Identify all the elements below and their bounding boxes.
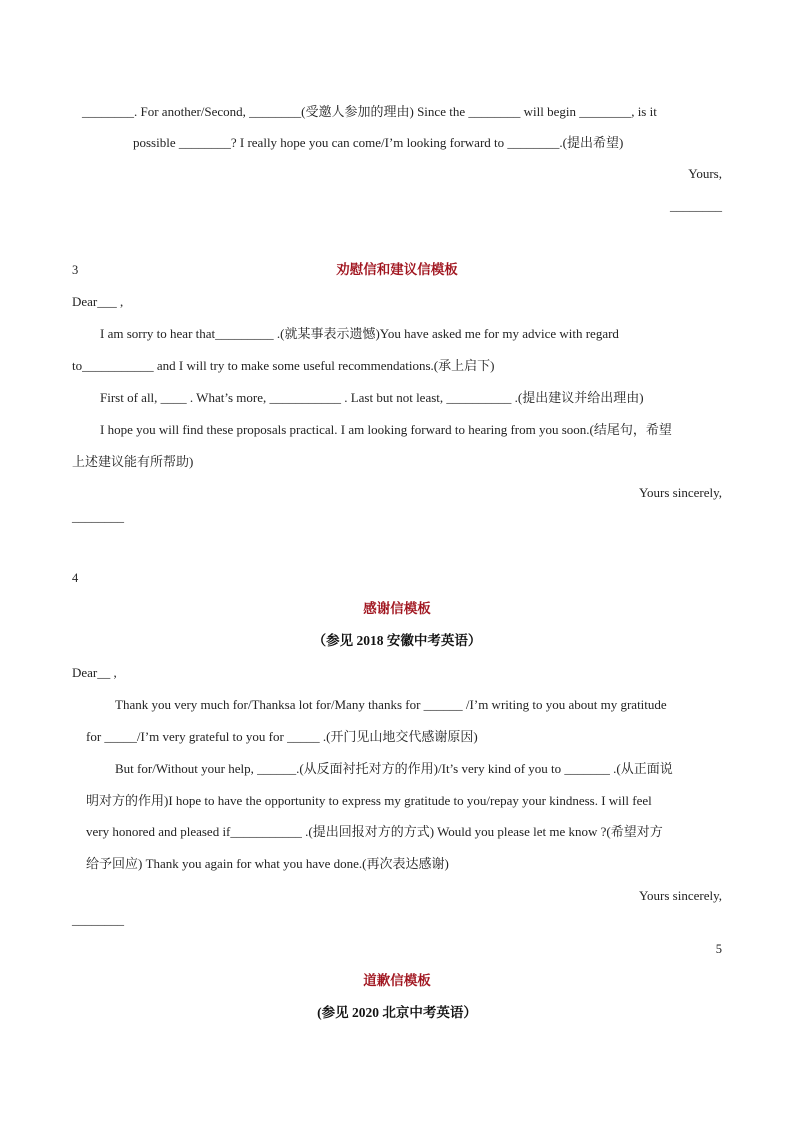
s4-number: 4 [72, 571, 79, 585]
s4-p2-line1: But for/Without your help, ______.(从反面衬托对方的作用)/It’s very kind of you to _______ .(从正面说 [115, 761, 673, 776]
s4-closing: Yours sincerely, [638, 888, 722, 903]
s3-p2: First of all, ____ . What’s more, ___________ . Last but not least, __________ .(提出建议并给出理由) [100, 390, 644, 405]
s3-greeting: Dear___ , [72, 294, 124, 309]
s4-signature: ________ [72, 912, 124, 927]
s4-p2-line3: very honored and pleased if___________ .(提出回报对方的方式) Would you please let me know ?(希望对方 [86, 824, 663, 839]
s3-p3-line2: 上述建议能有所帮助) [72, 454, 194, 469]
s2-closing: Yours, [688, 166, 722, 181]
s3-title: 劝慰信和建议信模板 [336, 262, 458, 277]
s3-closing: Yours sincerely, [638, 485, 722, 500]
s2-signature: ________ [670, 198, 722, 213]
s2-line1: ________. For another/Second, ________(受邀人参加的理由) Since the ________ will begin ________, is it [82, 104, 657, 119]
s5-subtitle: (参见 2020 北京中考英语） [317, 1005, 477, 1020]
s3-p1-line1: I am sorry to hear that_________ .(就某事表示遗憾)You have asked me for my advice with regard [100, 326, 619, 341]
s3-signature: ________ [72, 509, 124, 524]
s2-line2: possible ________? I really hope you can come/I’m looking forward to ________.(提出希望) [133, 135, 624, 150]
s3-number: 3 [72, 263, 79, 277]
s5-number: 5 [715, 942, 722, 956]
s3-p1-line2: to___________ and I will try to make some useful recommendations.(承上启下) [72, 358, 495, 373]
s4-p1-line2: for _____/I’m very grateful to you for _____ .(开门见山地交代感谢原因) [86, 729, 478, 744]
s5-title: 道歉信模板 [363, 973, 431, 988]
s4-p2-line4: 给予回应) Thank you again for what you have done.(再次表达感谢) [86, 856, 449, 871]
s4-subtitle: （参见 2018 安徽中考英语） [312, 633, 482, 648]
s4-p1-line1: Thank you very much for/Thanksa lot for/Many thanks for ______ /I’m writing to you about my gratitude [115, 697, 667, 712]
s4-title: 感谢信模板 [363, 601, 431, 616]
s4-greeting: Dear__ , [72, 665, 117, 680]
s4-p2-line2: 明对方的作用)I hope to have the opportunity to express my gratitude to you/repay your kindness. I will feel [86, 793, 652, 808]
s3-p3-line1: I hope you will find these proposals practical. I am looking forward to hearing from you soon.(结尾句，希望 [100, 422, 672, 437]
